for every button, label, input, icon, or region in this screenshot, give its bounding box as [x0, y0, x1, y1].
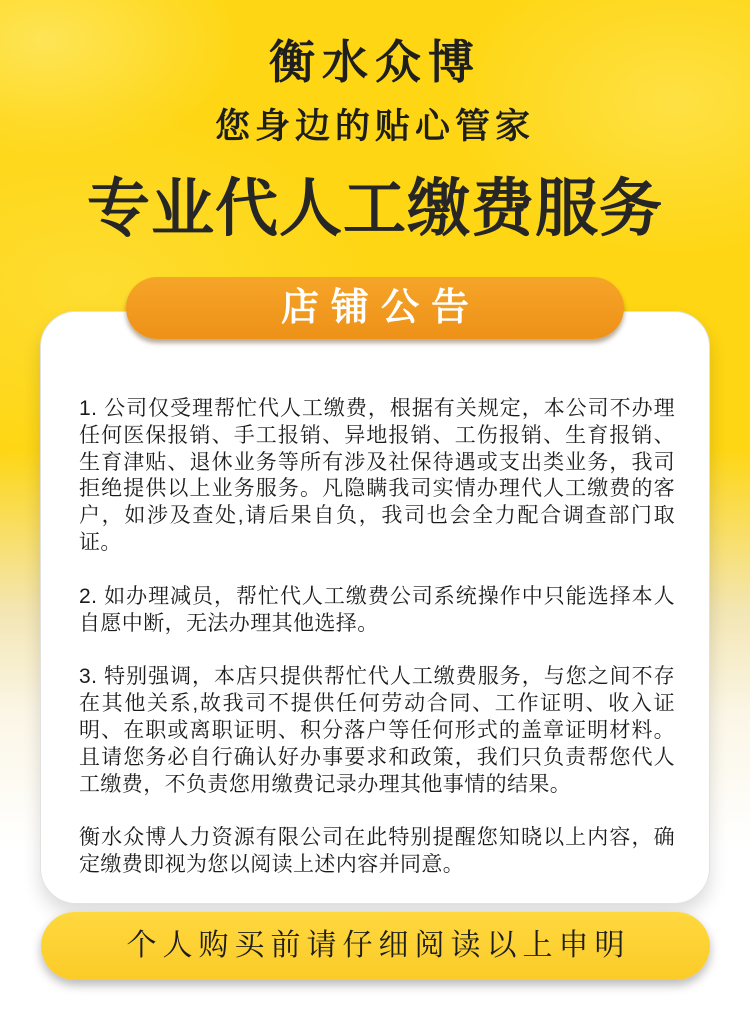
notice-paragraph-1: 1. 公司仅受理帮忙代人工缴费，根据有关规定，本公司不办理任何医保报销、手工报销、异地报销、工伤报销、生育报销、生育津贴、退休业务等所有涉及社保待遇或支出类业务，我司拒绝提供以上业务服务。凡隐瞒我司实情办理代人工缴费的客户，如涉及查处,请后果自负，我司也会全力配合调查部门取证。	[79, 397, 675, 554]
announcement-badge	[126, 277, 624, 339]
disclaimer-banner-label: 个人购买前请仔细阅读以上申明	[126, 929, 631, 962]
brand-title: 衡水众博	[269, 36, 481, 88]
disclaimer-banner	[41, 912, 710, 980]
notice-paragraph-2: 2. 如办理减员，帮忙代人工缴费公司系统操作中只能选择本人自愿中断，无法办理其他选择。	[79, 584, 675, 635]
notice-card	[40, 311, 710, 904]
main-headline: 专业代人工缴费服务	[87, 174, 663, 244]
notice-paragraph-4: 衡水众博人力资源有限公司在此特别提醒您知晓以上内容，确定缴费即视为您以阅读上述内容并同意。	[79, 826, 675, 877]
brand-tagline: 您身边的贴心管家	[214, 107, 535, 146]
announcement-badge-label: 店铺公告	[280, 287, 481, 329]
notice-paragraph-3: 3. 特别强调，本店只提供帮忙代人工缴费服务，与您之间不存在其他关系,故我司不提供任何劳动合同、工作证明、收入证明、在职或离职证明、积分落户等任何形式的盖章证明材料。且请您务必自行确认好办事要求和政策，我们只负责帮您代人工缴费，不负责您用缴费记录办理其他事情的结果。	[79, 665, 675, 796]
